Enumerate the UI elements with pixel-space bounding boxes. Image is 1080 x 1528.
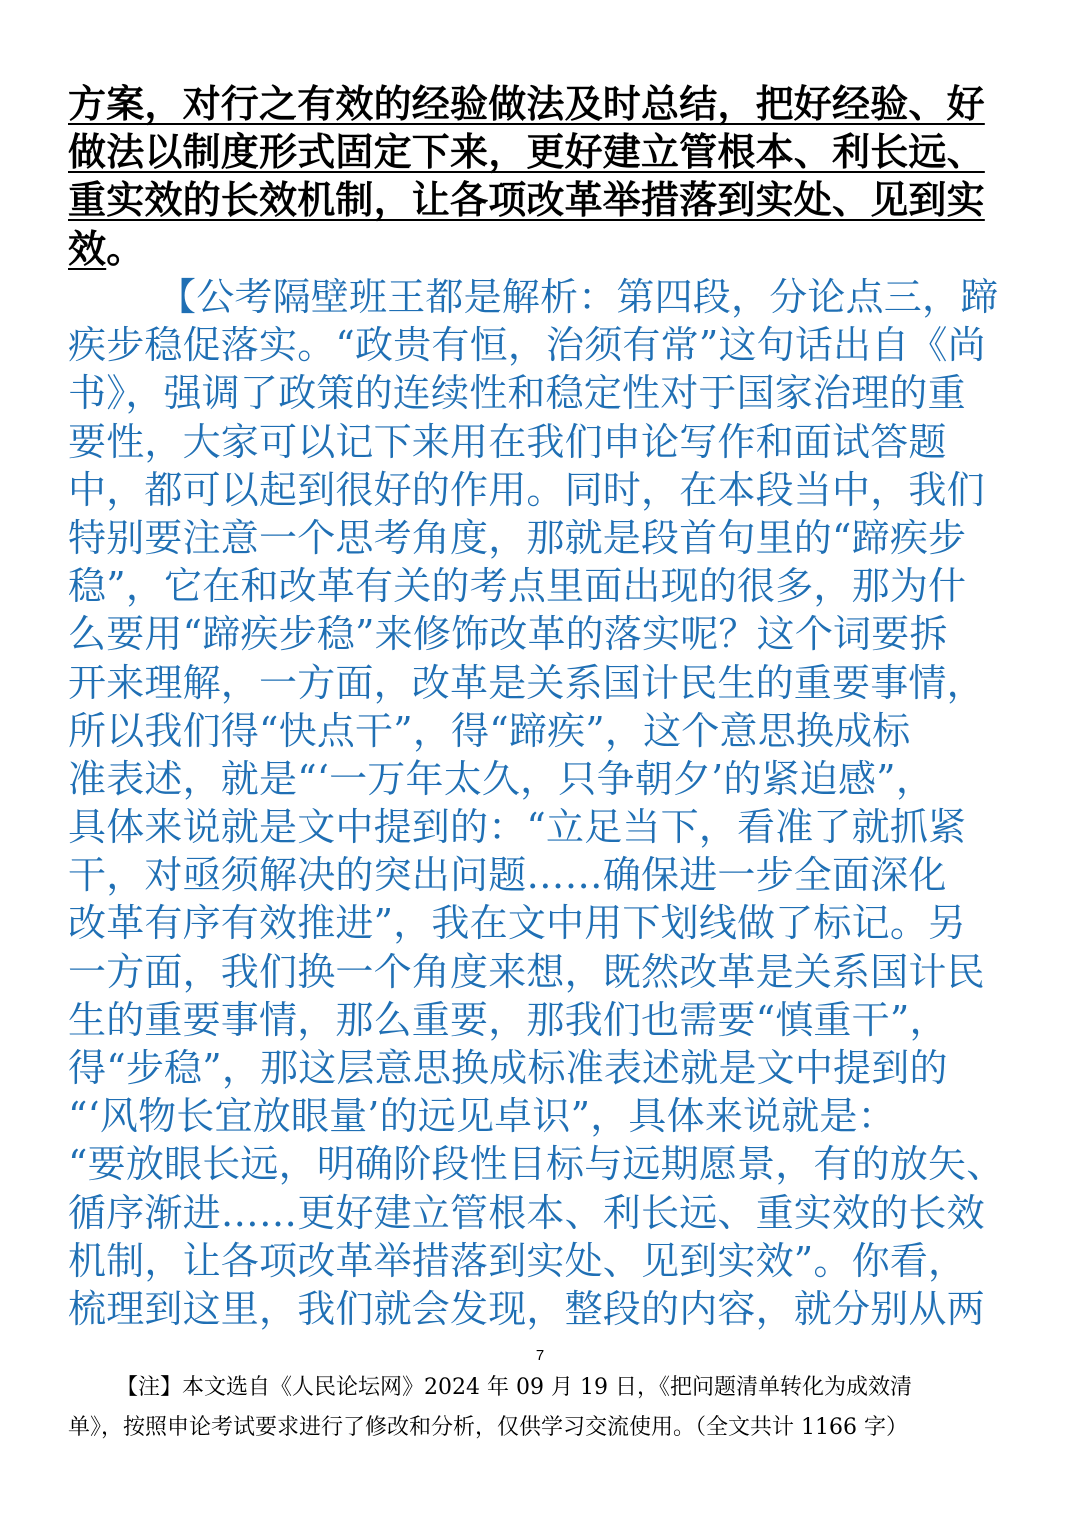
analysis-line: 所以我们得“快点干”，得“蹄疾”，这个意思换成标: [68, 708, 911, 753]
analysis-line: 【公考隔壁班王都是解析：第四段，分论点三，蹄: [158, 275, 999, 319]
footnote-line: 单》，按照申论考试要求进行了修改和分析，仅供学习交流使用。（全文共计 1166 字）: [68, 1415, 908, 1440]
main-line: 重实效的长效机制，让各项改革举措落到实处、见到实: [68, 177, 985, 223]
analysis-line: 准表述，就是“‘一万年太久，只争朝夕’的紧迫感”，: [68, 756, 935, 801]
analysis-line: 要性，大家可以记下来用在我们申论写作和面试答题: [68, 419, 947, 464]
main-line: 做法以制度形式固定下来，更好建立管根本、利长远、: [68, 129, 985, 175]
analysis-line: 疾步稳促落实。“政贵有恒，治须有常”这句话出自《尚: [68, 323, 986, 368]
main-line: 方案，对行之有效的经验做法及时总结，把好经验、好: [68, 81, 985, 126]
analysis-line: 得“步稳”，那这层意思换成标准表述就是文中提到的: [68, 1046, 948, 1090]
page-number: 7: [535, 1347, 545, 1364]
analysis-line: 具体来说就是文中提到的：“立足当下，看准了就抓紧: [68, 805, 967, 850]
main-line-last: [68, 225, 1018, 273]
trailing-punctuation: 。: [106, 225, 145, 271]
analysis-paragraph: [68, 273, 1018, 1333]
main-paragraph: [68, 80, 1018, 273]
footnote: [68, 1368, 1028, 1448]
analysis-line: “要放眼长远，明确阶段性目标与远期愿景，有的放矢、: [68, 1142, 1005, 1187]
analysis-line: 梳理到这里，我们就会发现，整段的内容，就分别从两: [68, 1286, 985, 1331]
analysis-line: 开来理解，一方面，改革是关系国计民生的重要事情，: [68, 660, 985, 705]
analysis-line: 么要用“蹄疾步稳”来修饰改革的落实呢？这个词要拆: [68, 612, 948, 657]
analysis-line: 生的重要事情，那么重要，那我们也需要“慎重干”，: [68, 997, 948, 1042]
analysis-line: 特别要注意一个思考角度，那就是段首句里的“蹄疾步: [68, 515, 967, 560]
footnote-line: 【注】本文选自《人民论坛网》2024 年 09 月 19 日，《把问题清单转化为成效清: [116, 1375, 912, 1400]
analysis-line: 机制，让各项改革举措落到实处、见到实效”。你看，: [68, 1238, 967, 1283]
analysis-line: “‘风物长宜放眼量’的远见卓识”，具体来说就是：: [68, 1094, 896, 1139]
analysis-line: 一方面，我们换一个角度来想，既然改革是关系国计民: [68, 949, 985, 994]
analysis-line: 循序渐进……更好建立管根本、利长远、重实效的长效: [68, 1190, 985, 1235]
analysis-line: 中，都可以起到很好的作用。同时，在本段当中，我们: [68, 467, 985, 512]
analysis-line: 稳”，它在和改革有关的考点里面出现的很多，那为什: [68, 564, 967, 609]
analysis-line: 干，对亟须解决的突出问题……确保进一步全面深化: [68, 853, 947, 898]
analysis-line: 书》，强调了政策的连续性和稳定性对于国家治理的重: [68, 371, 966, 416]
analysis-line: 改革有序有效推进”，我在文中用下划线做了标记。另: [68, 901, 967, 946]
underlined-text: 效: [68, 225, 107, 271]
